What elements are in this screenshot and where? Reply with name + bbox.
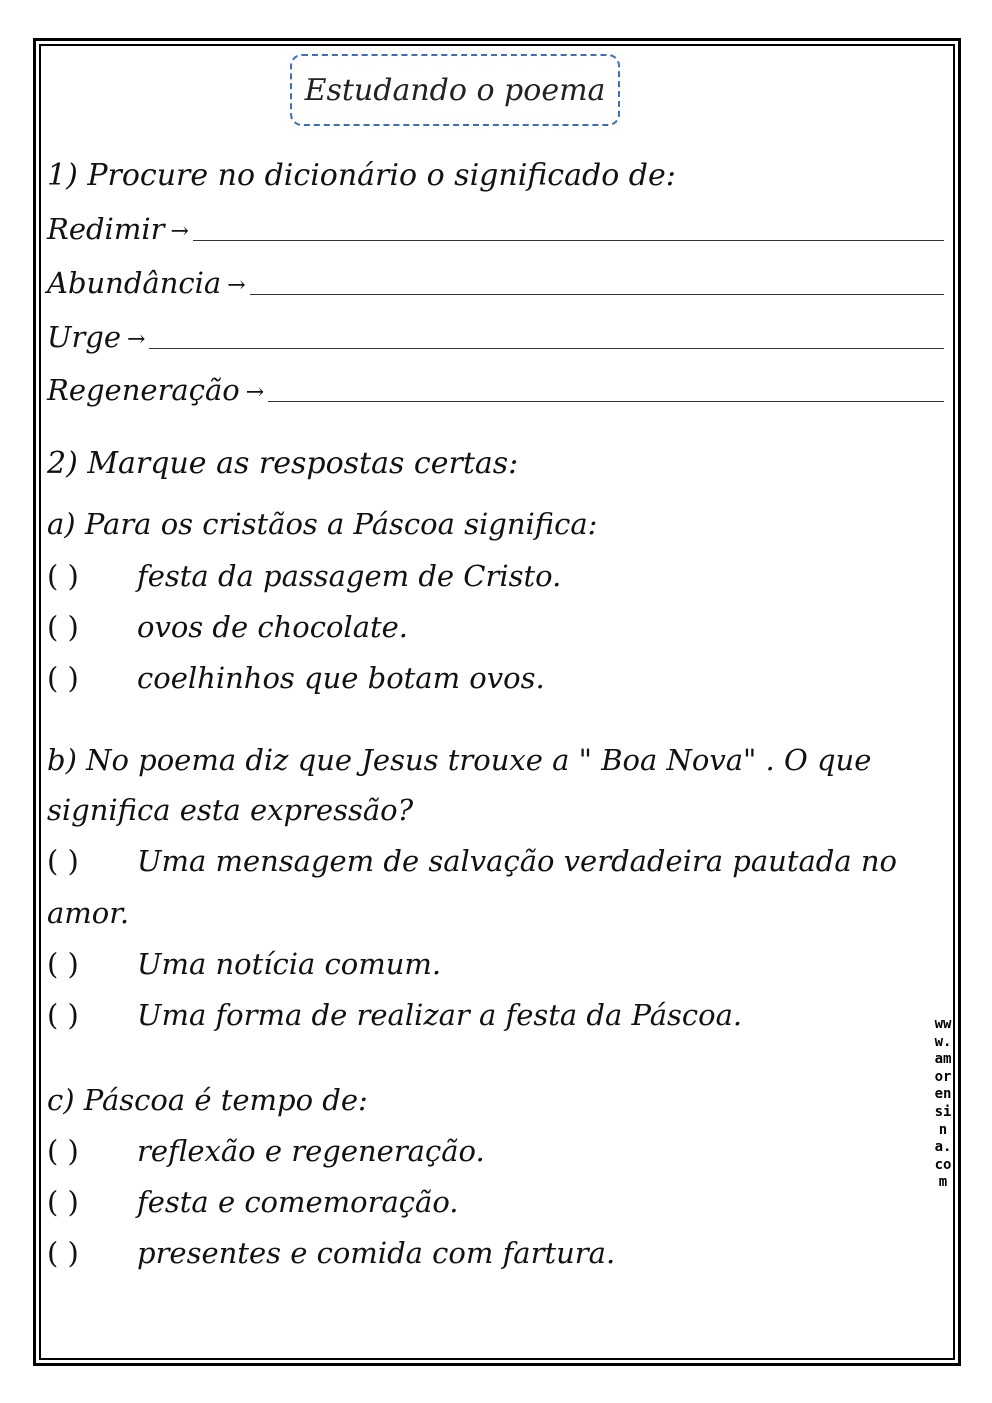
option-2c-2[interactable] — [47, 1184, 459, 1220]
checkbox[interactable]: ( ) — [47, 947, 79, 981]
definition-row-redimir — [47, 211, 944, 247]
option-text: ovos de chocolate. — [137, 610, 409, 644]
term-label: Abundância — [47, 266, 222, 300]
checkbox[interactable]: ( ) — [47, 610, 79, 644]
question-2c: c) Páscoa é tempo de: — [47, 1083, 368, 1117]
definition-row-regeneracao — [47, 372, 944, 408]
option-2b-1[interactable] — [47, 843, 897, 879]
option-2a-1[interactable] — [47, 558, 561, 594]
checkbox[interactable]: ( ) — [47, 661, 79, 695]
checkbox[interactable]: ( ) — [47, 844, 79, 878]
option-2a-2[interactable] — [47, 609, 408, 645]
definition-row-urge — [47, 319, 944, 355]
question-2a: a) Para os cristãos a Páscoa significa: — [47, 507, 598, 541]
option-text: Uma notícia comum. — [137, 947, 442, 981]
arrow-icon: → — [127, 327, 146, 352]
question-2b-line1: b) No poema diz que Jesus trouxe a " Boa Nova" . O que — [47, 743, 872, 777]
arrow-icon: → — [245, 380, 265, 405]
answer-blank[interactable] — [268, 400, 944, 402]
option-2b-3[interactable] — [47, 997, 742, 1033]
checkbox[interactable]: ( ) — [47, 1236, 79, 1270]
question-1-prompt: 1) Procure no dicionário o significado de: — [47, 158, 676, 193]
option-text: Uma mensagem de salvação verdadeira pautada no — [137, 844, 897, 878]
option-text: Uma forma de realizar a festa da Páscoa. — [137, 998, 743, 1032]
worksheet-title — [290, 54, 620, 126]
option-2b-2[interactable] — [47, 946, 441, 982]
worksheet-title-text: Estudando o poema — [304, 72, 606, 108]
answer-blank[interactable] — [250, 293, 944, 295]
answer-blank[interactable] — [149, 347, 944, 349]
term-label: Regeneração — [47, 373, 240, 407]
definition-row-abundancia — [47, 265, 944, 301]
checkbox[interactable]: ( ) — [47, 1185, 79, 1219]
question-2b-line2: significa esta expressão? — [47, 793, 414, 827]
question-2-prompt: 2) Marque as respostas certas: — [47, 446, 519, 481]
term-label: Redimir — [47, 212, 165, 246]
checkbox[interactable]: ( ) — [47, 559, 79, 593]
option-text: festa da passagem de Cristo. — [137, 559, 562, 593]
option-text: reflexão e regeneração. — [137, 1134, 485, 1168]
arrow-icon: → — [170, 219, 189, 244]
option-text: presentes e comida com fartura. — [137, 1236, 616, 1270]
checkbox[interactable]: ( ) — [47, 1134, 79, 1168]
term-label: Urge — [47, 320, 122, 354]
option-2a-3[interactable] — [47, 660, 545, 696]
option-text: coelhinhos que botam ovos. — [137, 661, 545, 695]
arrow-icon: → — [227, 273, 246, 298]
checkbox[interactable]: ( ) — [47, 998, 79, 1032]
option-2c-1[interactable] — [47, 1133, 485, 1169]
option-2b-1-continued: amor. — [47, 896, 130, 930]
watermark-url: www.amorensina.com — [934, 1016, 952, 1191]
answer-blank[interactable] — [193, 239, 944, 241]
option-2c-3[interactable] — [47, 1235, 615, 1271]
option-text: festa e comemoração. — [137, 1185, 459, 1219]
